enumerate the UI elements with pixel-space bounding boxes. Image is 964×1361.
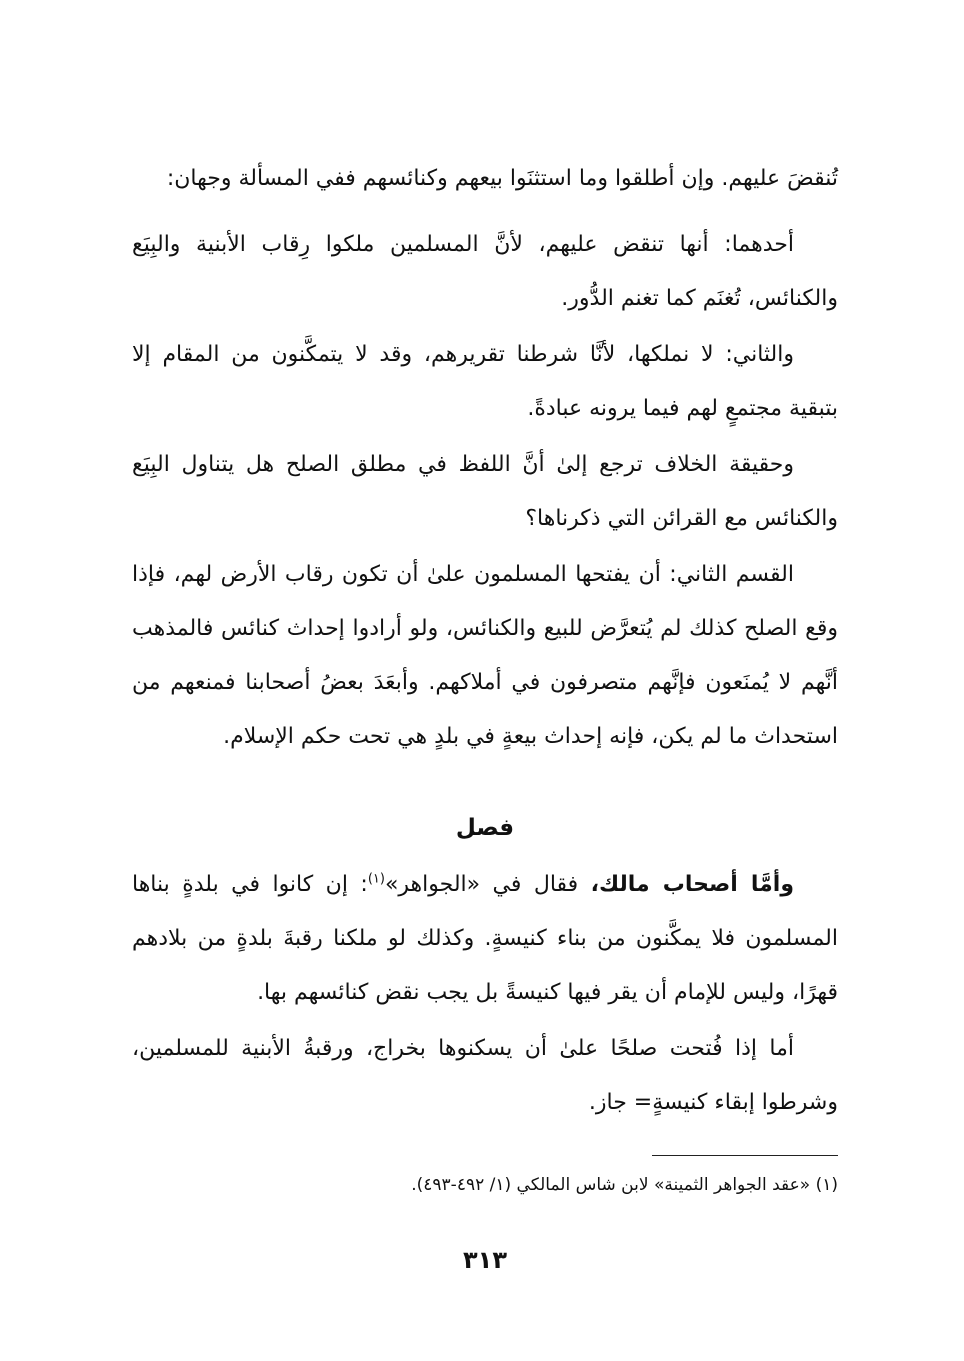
paragraph-first-view: أحدهما: أنها تنقض عليهم، لأنَّ المسلمين ملكوا رِقاب الأبنية والبِيَع والكنائس، تُغنَم كما تغنم الدُّور. — [132, 232, 838, 311]
page-number: ٣١٣ — [463, 1246, 507, 1274]
paragraph-second-section: القسم الثاني: أن يفتحها المسلمون علىٰ أن تكون رقاب الأرض لهم، فإذا وقع الصلح كذلك لم يُتعرَّض للبيع والكنائس، ولو أرادوا إحداث كنائس فالمذهب أنَّهم لا يُمنَعون فإنَّهم متصرفون في أملاكهم. وأبعَدَ بعضُ أصحابنا فمنعهم من استحداث ما لم يكن، فإنه إحداث بيعةٍ في بلدٍ هي تحت حكم الإسلام. — [132, 562, 838, 749]
paragraph-peace-conquest: أما إذا فُتحت صلحًا علىٰ أن يسكنوها بخراج، ورقبةُ الأبنية للمسلمين، وشرطوا إبقاء كنيسةٍ= جاز. — [132, 1036, 838, 1115]
paragraph-second-view: والثاني: لا نملكها، لأنَّا شرطنا تقريرهم، وقد لا يتمكَّنون من المقام إلا بتبقية مجتمعٍ لهم فيما يرونه عبادةً. — [132, 342, 838, 421]
footnote-reference[interactable]: (١) — [367, 871, 385, 887]
paragraph-continuation: تُنقضَ عليهم. وإن أطلقوا وما استثنَوا بيعهم وكنائسهم ففي المسألة وجهان: — [166, 166, 838, 191]
section-heading: فصل — [455, 815, 515, 841]
footnote-divider — [652, 1155, 838, 1156]
paragraph-disagreement: وحقيقة الخلاف ترجع إلىٰ أنَّ اللفظ في مطلق الصلح هل يتناول البِيَع والكنائس مع القرائن التي ذكرناها؟ — [132, 452, 838, 531]
paragraph-lead: وأمَّا أصحاب مالك، — [590, 872, 794, 897]
footnote: (١) «عقد الجواهر الثمينة» لابن شاس المالكي (١/ ٤٩٢-٤٩٣). — [411, 1175, 838, 1195]
paragraph-rest: : إن كانوا في بلدةٍ بناها المسلمون فلا يمكَّنون من بناء كنيسةٍ. وكذلك لو ملكنا رقبةَ بلدةٍ من بلادهم قهرًا، وليس للإمام أن يقر فيها كنيسةً بل يجب نقض كنائسهم بها. — [132, 872, 838, 1005]
paragraph-body: فقال في «الجواهر» — [384, 872, 591, 897]
paragraph-maliki-view — [132, 858, 838, 1020]
